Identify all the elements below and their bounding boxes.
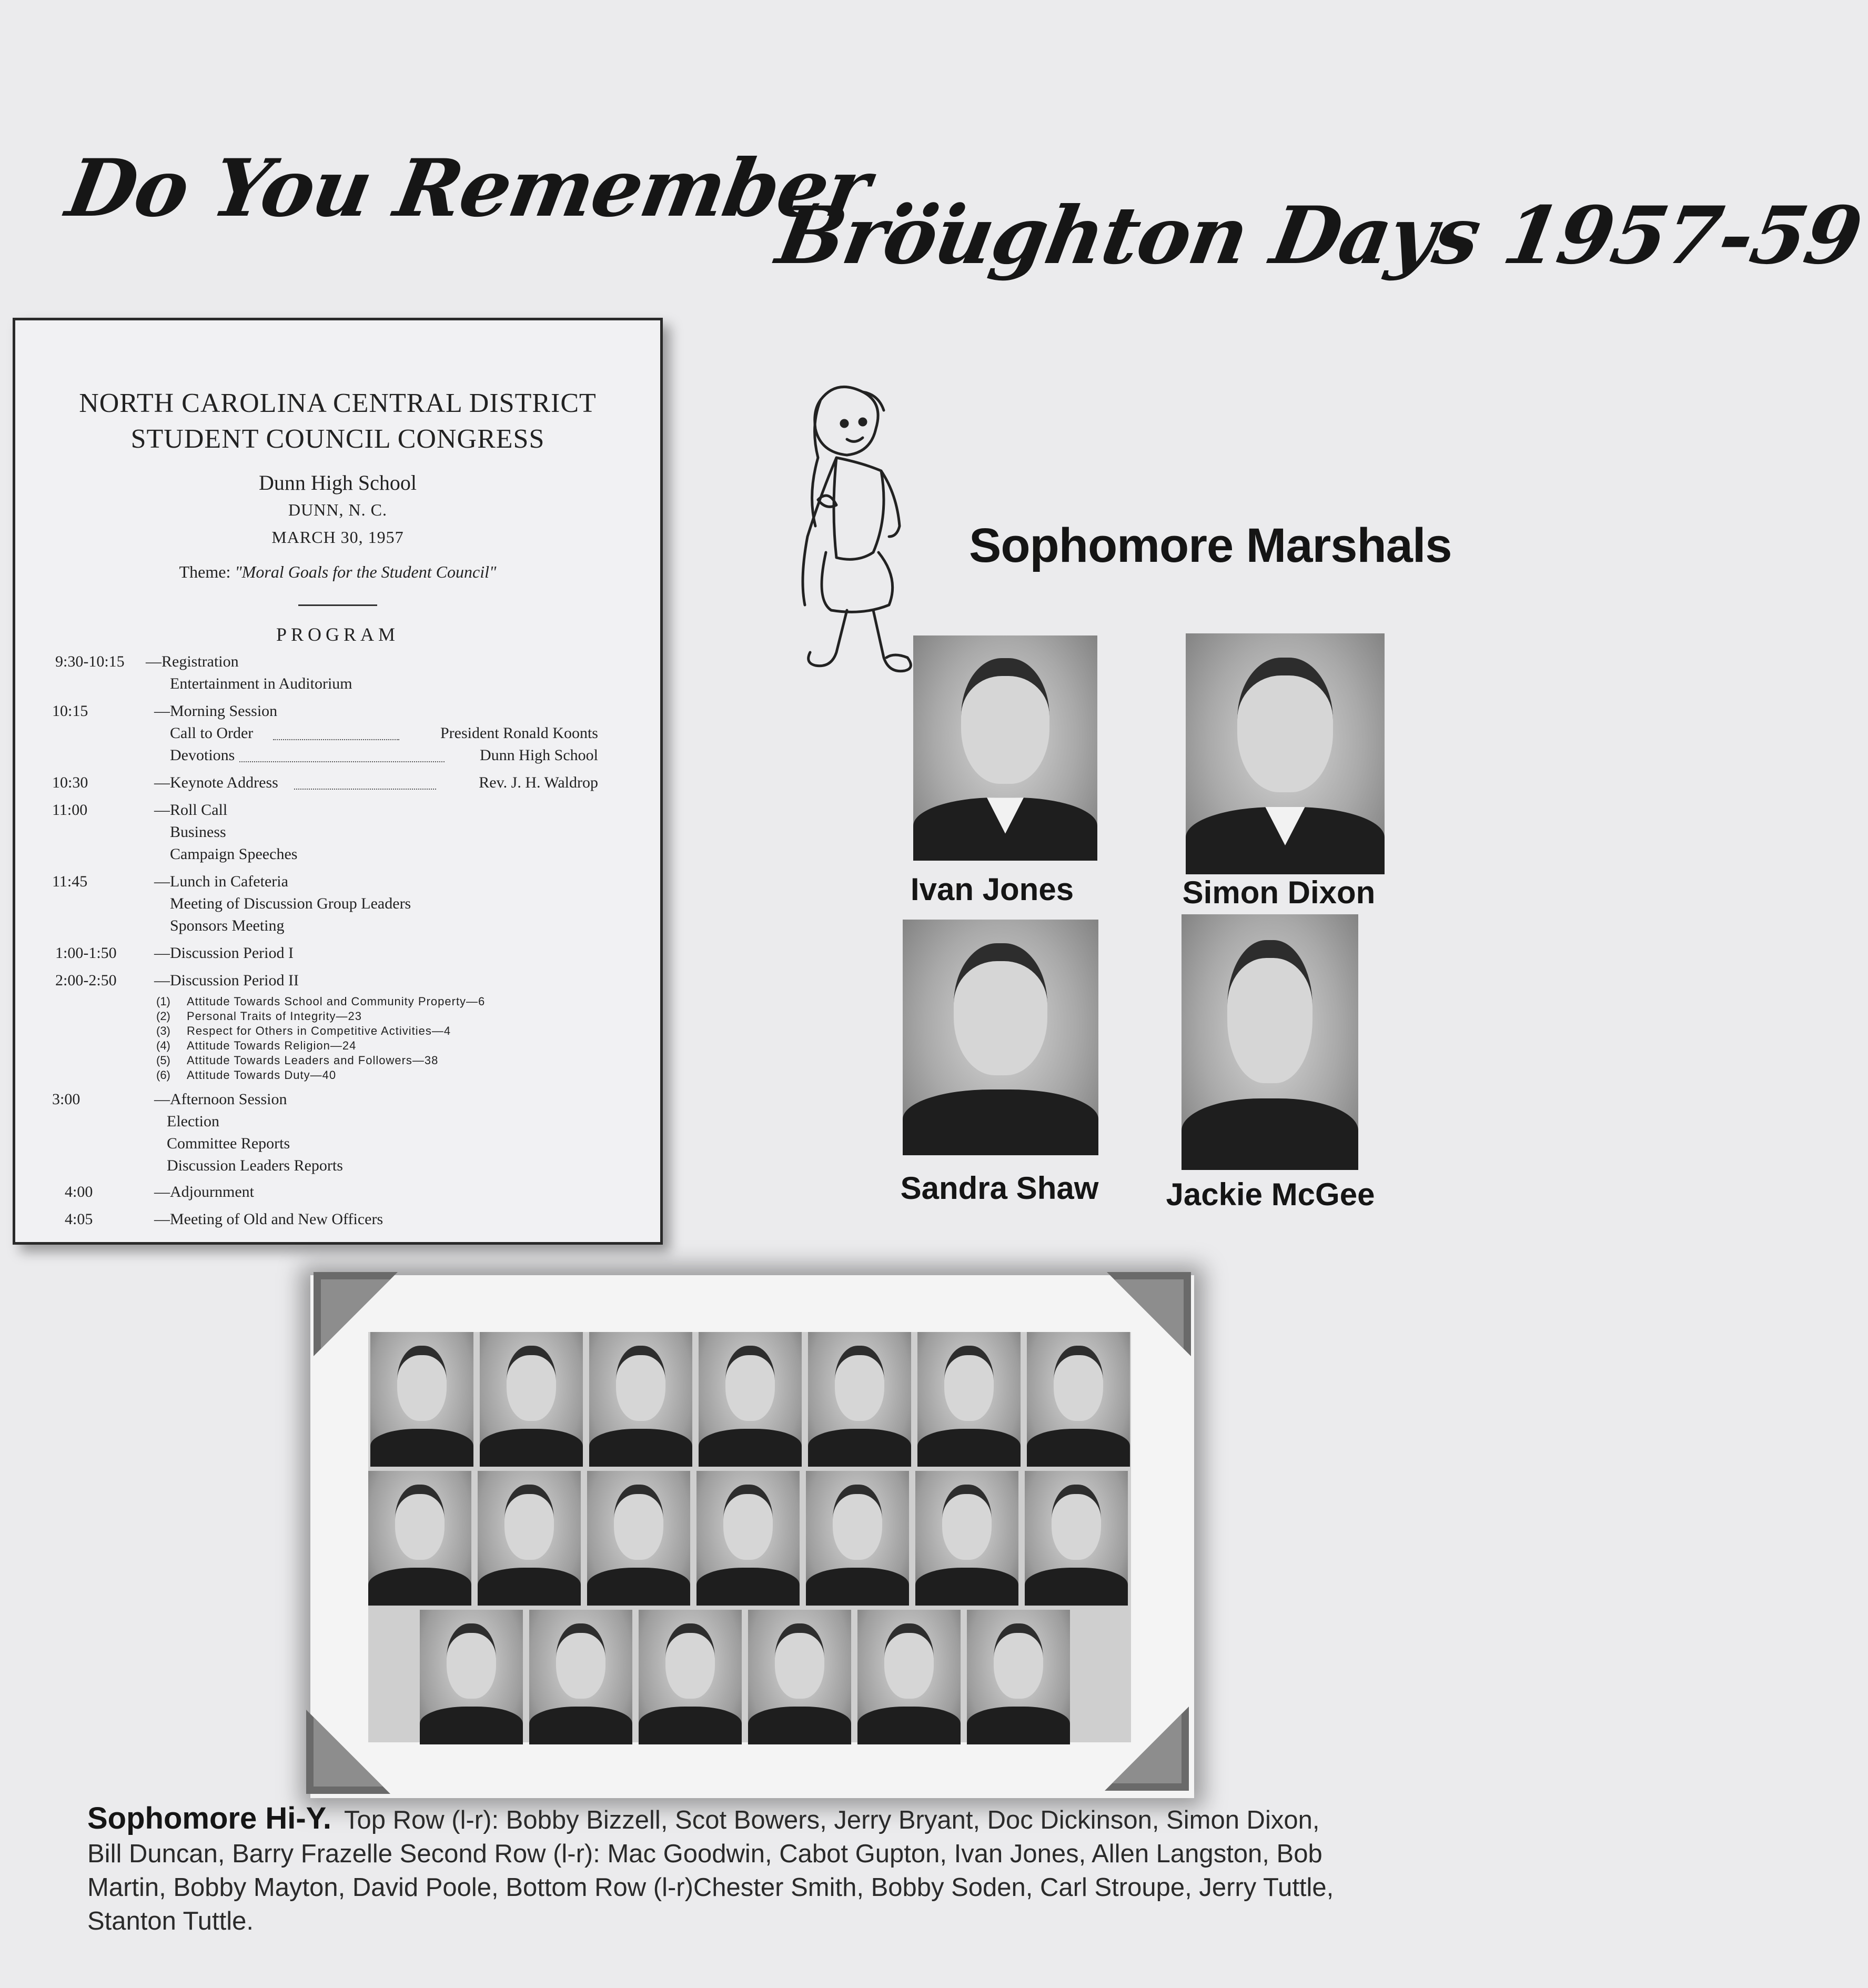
portrait-suit: [748, 1707, 851, 1744]
leader-dots: [294, 789, 436, 790]
schedule-right: Rev. J. H. Waldrop: [479, 774, 598, 791]
portrait-head: [1052, 1485, 1101, 1560]
marshal-name: Sandra Shaw: [900, 1170, 1099, 1206]
group-portrait: [420, 1610, 523, 1744]
schedule-right: Dunn High School: [480, 746, 598, 764]
portrait-head: [835, 1346, 884, 1421]
portrait-suit: [967, 1707, 1070, 1744]
schedule-event: —Afternoon Session: [154, 1091, 287, 1108]
portrait-head: [954, 943, 1048, 1075]
cartoon-girl-illustration: [758, 379, 915, 715]
portrait-dress: [903, 1089, 1098, 1155]
topic-number: (6): [156, 1068, 170, 1082]
portrait-suit: [587, 1568, 690, 1606]
portrait-suit: [699, 1429, 802, 1467]
topic-text: Personal Traits of Integrity—23: [187, 1010, 362, 1023]
headline-broughton-days: Broughton Days 1957-59: [770, 189, 1868, 282]
topic-text: Attitude Towards Religion—24: [187, 1039, 357, 1052]
schedule-sub: Call to Order: [170, 724, 254, 742]
group-portrait: [696, 1471, 800, 1606]
schedule-sub: Meeting of Discussion Group Leaders: [170, 895, 411, 912]
program-card-school: Dunn High School: [259, 471, 417, 495]
group-portrait: [967, 1610, 1070, 1744]
program-heading: PROGRAM: [276, 624, 400, 645]
schedule-sub: Discussion Leaders Reports: [167, 1157, 343, 1174]
group-portrait: [368, 1471, 471, 1606]
schedule-sub: Committee Reports: [167, 1135, 290, 1152]
portrait-head: [556, 1623, 605, 1699]
schedule-time: 1:00-1:50: [55, 944, 117, 962]
schedule-right: President Ronald Koonts: [440, 724, 598, 742]
portrait-photo: [1186, 633, 1385, 874]
portrait-head: [665, 1623, 715, 1699]
topic-text: Attitude Towards Leaders and Followers—38: [187, 1054, 439, 1067]
schedule-event: —Roll Call: [154, 801, 228, 819]
group-portrait: [808, 1332, 911, 1467]
schedule-time: 2:00-2:50: [55, 972, 117, 989]
group-portrait: [748, 1610, 851, 1744]
portrait-suit: [808, 1429, 911, 1467]
group-portrait: [587, 1471, 690, 1606]
portrait-head: [1237, 658, 1332, 792]
topic-text: Attitude Towards School and Community Property—6: [187, 995, 486, 1008]
portrait-suit: [1025, 1568, 1128, 1606]
topic-number: (2): [156, 1010, 170, 1023]
portrait-head: [1227, 940, 1312, 1083]
theme-label: Theme:: [179, 562, 231, 581]
program-card-title-line2: STUDENT COUNCIL CONGRESS: [130, 424, 545, 454]
portrait-suit: [478, 1568, 581, 1606]
schedule-time: 4:05: [65, 1210, 93, 1228]
portrait-suit: [857, 1707, 961, 1744]
portrait-head: [725, 1346, 775, 1421]
program-card-theme: [15, 562, 660, 582]
portrait-suit: [696, 1568, 800, 1606]
caption-text: Top Row (l-r): Bobby Bizzell, Scot Bowers, Jerry Bryant, Doc Dickinson, Simon Dixon, Bill Duncan, Barry Frazelle Second Row (l-r): Mac Goodwin, Cabot Gupton, Ivan Jones, Allen Langston, Bob Martin, Bobby Mayton, David Poole, Bottom Row (l-r)Chester Smith, Bobby Soden, Carl Stroupe, Jerry Tuttle, Stanton Tuttle.: [87, 1806, 1334, 1935]
schedule-event: —Keynote Address: [154, 774, 278, 791]
portrait-head: [397, 1346, 447, 1421]
portrait-head: [504, 1485, 554, 1560]
schedule-time: 3:00: [52, 1091, 80, 1108]
topic-number: (3): [156, 1024, 170, 1037]
portrait-dress: [1182, 1098, 1358, 1170]
topic-text: Respect for Others in Competitive Activities—4: [187, 1024, 451, 1037]
portrait-head: [723, 1485, 773, 1560]
schedule-event: —Adjournment: [154, 1183, 254, 1200]
sophomore-marshals-title: Sophomore Marshals: [969, 519, 1452, 572]
schedule-event: —Registration: [146, 653, 239, 670]
schedule-event: —Lunch in Cafeteria: [154, 873, 288, 890]
portrait-photo: [903, 920, 1098, 1155]
portrait-suit: [420, 1707, 523, 1744]
group-portrait: [639, 1610, 742, 1744]
portrait-head: [884, 1623, 934, 1699]
portrait-head: [833, 1485, 882, 1560]
portrait-head: [614, 1485, 663, 1560]
marshal-name: Jackie McGee: [1166, 1177, 1375, 1212]
group-portrait: [1025, 1471, 1128, 1606]
leader-dots: [273, 739, 399, 740]
portrait-head: [944, 1346, 994, 1421]
group-photo-hi-y: [368, 1332, 1131, 1742]
portrait-head: [775, 1623, 824, 1699]
portrait-head: [1054, 1346, 1103, 1421]
group-portrait: [480, 1332, 583, 1467]
schedule-event: —Discussion Period I: [154, 944, 294, 962]
portrait-head: [616, 1346, 665, 1421]
group-portrait: [370, 1332, 473, 1467]
schedule-event: —Morning Session: [154, 702, 278, 720]
group-portrait: [915, 1471, 1018, 1606]
schedule-sub: Devotions: [170, 746, 235, 764]
schedule-sub: Business: [170, 823, 226, 841]
group-portrait: [917, 1332, 1021, 1467]
group-portrait: [478, 1471, 581, 1606]
group-portrait: [857, 1610, 961, 1744]
headline-do-you-remember: Do You Remember ...: [60, 142, 982, 235]
program-card: [13, 318, 663, 1245]
schedule-event: —Meeting of Old and New Officers: [154, 1210, 383, 1228]
marshal-name: Simon Dixon: [1182, 875, 1376, 910]
program-card-date: MARCH 30, 1957: [271, 528, 404, 547]
schedule-time: 11:00: [52, 801, 88, 819]
portrait-suit: [1027, 1429, 1130, 1467]
portrait-suit: [639, 1707, 742, 1744]
portrait-head: [447, 1623, 496, 1699]
caption-lead: Sophomore Hi-Y.: [87, 1801, 332, 1835]
topic-number: (5): [156, 1054, 170, 1067]
schedule-time: 10:15: [52, 702, 88, 720]
schedule-time: 10:30: [52, 774, 88, 791]
portrait-suit: [915, 1568, 1018, 1606]
portrait-suit: [917, 1429, 1021, 1467]
schedule-sub: Election: [167, 1113, 219, 1130]
portrait-suit: [529, 1707, 632, 1744]
schedule-time: 9:30-10:15: [55, 653, 125, 670]
portrait-head: [507, 1346, 556, 1421]
group-portrait: [589, 1332, 692, 1467]
portrait-head: [994, 1623, 1043, 1699]
portrait-suit: [589, 1429, 692, 1467]
schedule-event: —Discussion Period II: [154, 972, 299, 989]
program-card-city: DUNN, N. C.: [288, 500, 387, 519]
group-portrait: [529, 1610, 632, 1744]
leader-dots: [239, 761, 445, 762]
portrait-head: [961, 658, 1049, 784]
marshal-name: Ivan Jones: [910, 872, 1074, 907]
portrait-suit: [368, 1568, 471, 1606]
topic-number: (1): [156, 995, 170, 1008]
group-portrait: [699, 1332, 802, 1467]
divider: [298, 604, 377, 606]
topic-number: (4): [156, 1039, 170, 1052]
portrait-photo: [1182, 914, 1358, 1170]
portrait-suit: [370, 1429, 473, 1467]
group-portrait: [806, 1471, 909, 1606]
program-card-title-line1: NORTH CAROLINA CENTRAL DISTRICT: [79, 388, 597, 418]
topic-text: Attitude Towards Duty—40: [187, 1068, 337, 1082]
schedule-time: 11:45: [52, 873, 88, 890]
group-photo-caption: [87, 1802, 1360, 1938]
portrait-suit: [806, 1568, 909, 1606]
group-portrait: [1027, 1332, 1130, 1467]
portrait-photo: [913, 635, 1097, 861]
portrait-head: [942, 1485, 992, 1560]
portrait-head: [395, 1485, 445, 1560]
schedule-sub: Campaign Speeches: [170, 845, 298, 863]
schedule-sub: Entertainment in Auditorium: [170, 675, 352, 692]
schedule-time: 4:00: [65, 1183, 93, 1200]
theme-text: "Moral Goals for the Student Council": [235, 562, 497, 581]
schedule-sub: Sponsors Meeting: [170, 917, 285, 934]
portrait-suit: [480, 1429, 583, 1467]
